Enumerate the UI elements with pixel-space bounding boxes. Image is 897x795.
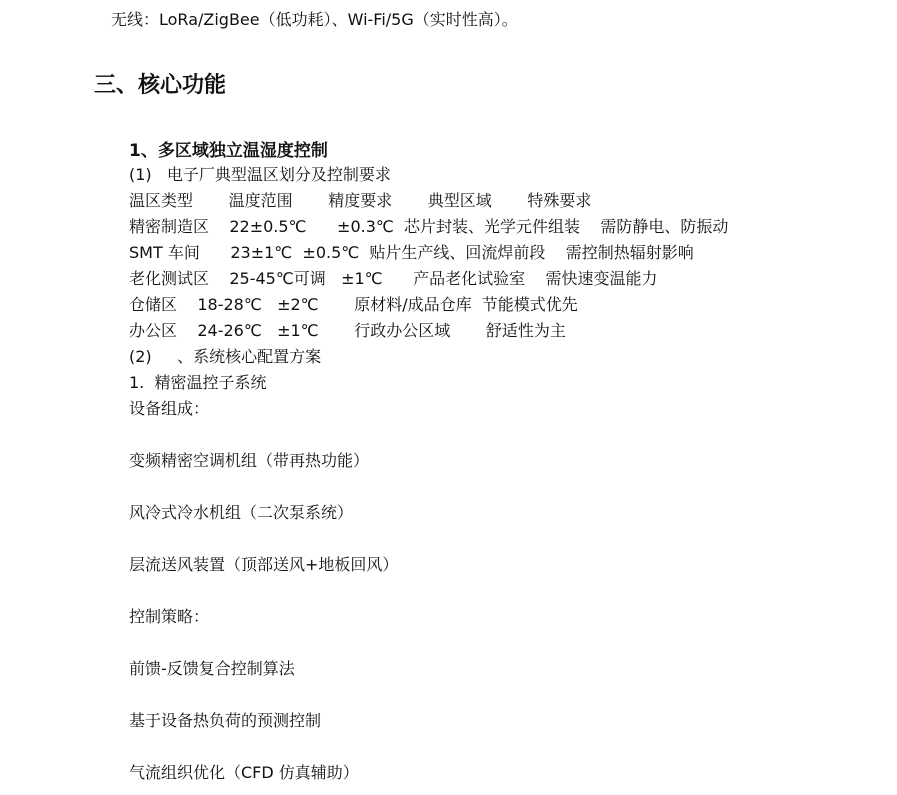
strategy-item: 气流组织优化（CFD 仿真辅助） xyxy=(129,763,359,782)
subheading-zones: (1) 电子厂典型温区划分及控制要求 xyxy=(129,165,391,184)
zone-table-header: 温区类型 温度范围 精度要求 典型区域 特殊要求 xyxy=(129,191,592,210)
equipment-item: 风冷式冷水机组（二次泵系统） xyxy=(129,503,354,522)
equipment-item: 变频精密空调机组（带再热功能） xyxy=(129,451,370,470)
zone-table-row: 老化测试区 25-45℃可调 ±1℃ 产品老化试验室 需快速变温能力 xyxy=(129,269,658,288)
zone-table-row: 仓储区 18-28℃ ±2℃ 原材料/成品仓库 节能模式优先 xyxy=(129,295,578,314)
zone-table-row: SMT 车间 23±1℃ ±0.5℃ 贴片生产线、回流焊前段 需控制热辐射影响 xyxy=(129,243,694,262)
equipment-label: 设备组成： xyxy=(129,399,210,418)
section-title: 三、核心功能 xyxy=(94,73,227,98)
subheading-config: (2) 、系统核心配置方案 xyxy=(129,347,322,366)
strategy-item: 基于设备热负荷的预测控制 xyxy=(129,711,322,730)
zone-table-row: 办公区 24-26℃ ±1℃ 行政办公区域 舒适性为主 xyxy=(129,321,566,340)
equipment-item: 层流送风装置（顶部送风+地板回风） xyxy=(129,555,399,574)
intro-line: 无线：LoRa/ZigBee（低功耗）、Wi-Fi/5G（实时性高）。 xyxy=(111,10,518,29)
strategy-item: 前馈-反馈复合控制算法 xyxy=(129,659,295,678)
subsection-title: 1、多区域独立温湿度控制 xyxy=(129,141,328,161)
zone-table-row: 精密制造区 22±0.5℃ ±0.3℃ 芯片封装、光学元件组装 需防静电、防振动 xyxy=(129,217,729,236)
strategy-label: 控制策略： xyxy=(129,607,210,626)
subsystem-title: 1. 精密温控子系统 xyxy=(129,373,267,392)
